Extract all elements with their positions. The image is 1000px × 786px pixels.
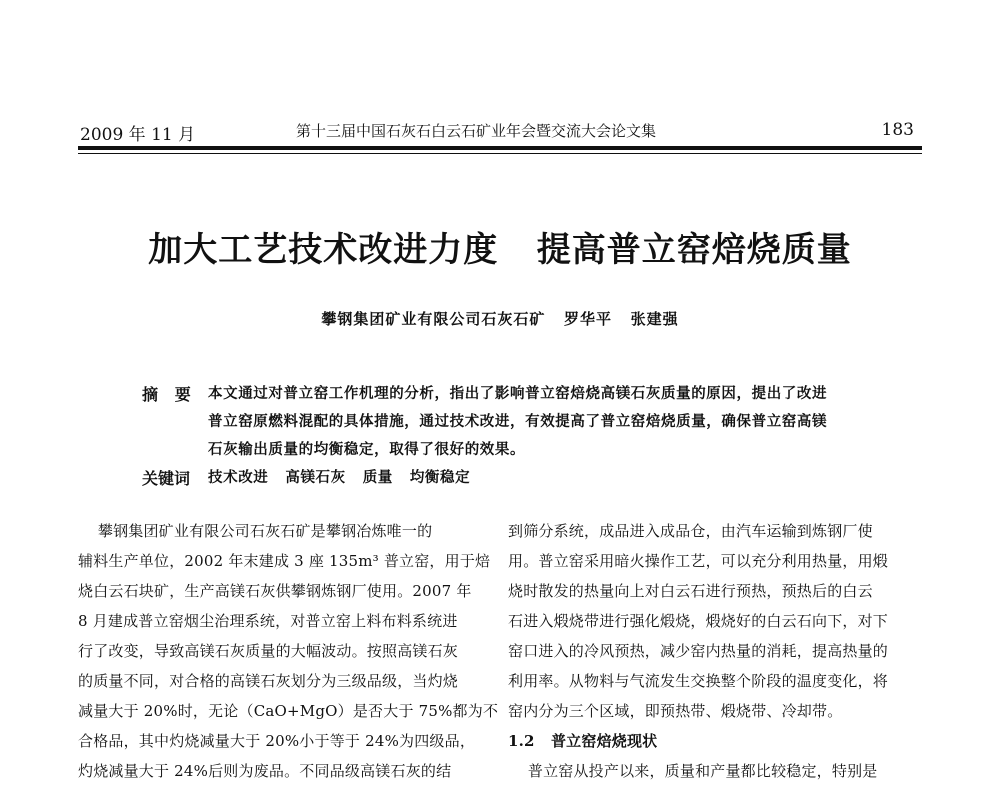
author-line: 攀钢集团矿业有限公司石灰石矿 罗华平 张建强 [321,310,679,328]
body-line: 行了改变，导致高镁石灰质量的大幅波动。按照高镁石灰 [78,642,459,660]
body-line: 8 月建成普立窑烟尘治理系统，对普立窑上料布料系统进 [78,612,458,630]
header-page-number: 183 [881,120,914,140]
keywords-label: 关键词 [142,469,191,488]
body-left-column [78,516,498,786]
body-line: 攀钢集团矿业有限公司石灰石矿是攀钢冶炼唯一的 [78,522,433,540]
abstract-line: 本文通过对普立窑工作机理的分析，指出了影响普立窑焙烧高镁石灰质量的原因，提出了改进 [208,385,828,402]
abstract-line: 普立窑原燃料混配的具体措施，通过技术改进，有效提高了普立窑焙烧质量，确保普立窑高镁 [208,413,828,430]
header-date: 2009 年 11 月 [80,125,196,145]
body-line: 窑内分为三个区域，即预热带、煅烧带、冷却带。 [508,702,843,720]
abstract-label: 摘 要 [142,385,191,404]
keywords-text: 技术改进 高镁石灰 质量 均衡稳定 [208,469,471,486]
body-line: 的质量不同，对合格的高镁石灰划分为三级品级，当灼烧 [78,672,459,690]
body-right-column [508,516,928,786]
body-line: 利用率。从物料与气流发生交换整个阶段的温度变化，将 [508,672,889,690]
section-heading: 1.2 普立窑焙烧现状 [508,732,658,750]
body-line: 灼烧减量大于 24%后则为废品。不同品级高镁石灰的结 [78,762,452,780]
body-line: 减量大于 20%时，无论（CaO+MgO）是否大于 75%都为不 [78,702,499,720]
body-line: 合格品，其中灼烧减量大于 20%小于等于 24%为四级品， [78,732,476,750]
body-line: 烧时散发的热量向上对白云石进行预热，预热后的白云 [508,582,873,600]
body-line: 用。普立窑采用暗火操作工艺，可以充分利用热量，用煅 [508,552,889,570]
abstract-line: 石灰输出质量的均衡稳定，取得了很好的效果。 [208,441,526,458]
body-line: 烧白云石块矿，生产高镁石灰供攀钢炼钢厂使用。2007 年 [78,582,472,600]
body-line: 辅料生产单位，2002 年末建成 3 座 135m³ 普立窑，用于焙 [78,552,491,570]
body-line: 石进入煅烧带进行强化煅烧，煅烧好的白云石向下，对下 [508,612,889,630]
header-journal-title: 第十三届中国石灰石白云石矿业年会暨交流大会论文集 [296,122,657,140]
body-line: 窑口进入的冷风预热，减少窑内热量的消耗，提高热量的 [508,642,889,660]
header-rule-thick [78,146,922,150]
header-rule-thin [78,153,922,154]
body-line: 普立窑从投产以来，质量和产量都比较稳定，特别是 [508,762,878,780]
body-line: 到筛分系统，成品进入成品仓，由汽车运输到炼钢厂使 [508,522,873,540]
paper-title: 加大工艺技术改进力度 提高普立窑焙烧质量 [148,230,852,270]
